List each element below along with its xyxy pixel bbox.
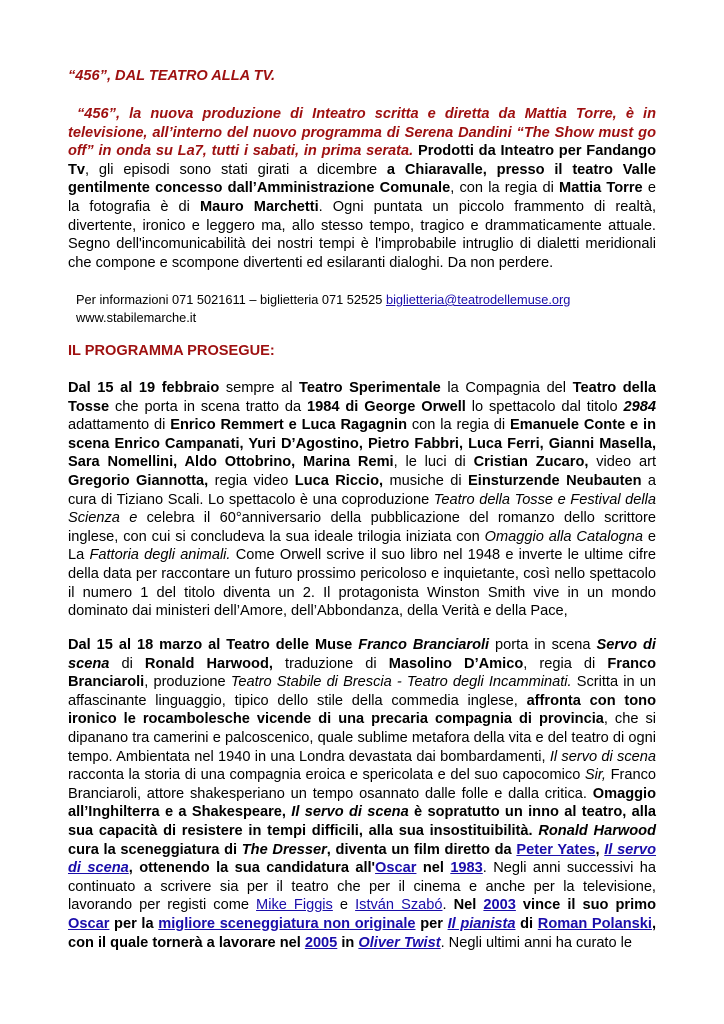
t: , che si dipanano tra camerini e palcoscenico, quale sublime metafora della vita e del teatro di ogni tempo. Ambientata nel 1940 in una Londra devastata dai bombardamenti,	[68, 711, 657, 765]
t: porta in scena	[489, 637, 597, 653]
document-title: “456”, DAL TEATRO ALLA TV.	[68, 68, 276, 84]
show-title-servo-3: Il servo di scena	[291, 804, 409, 821]
paragraph-servo-di-scena	[68, 636, 656, 952]
t: .	[442, 897, 454, 914]
t: nel	[416, 860, 451, 877]
website-line: www.stabilemarche.it	[76, 310, 197, 325]
t: Franco Branciaroli, attore shakesperiano un tempo osannato dalle folle e dalla critica.	[68, 767, 656, 802]
t: , con il quale tornerà a lavorare nel	[68, 915, 656, 951]
section-heading: IL PROGRAMMA PROSEGUE:	[68, 343, 275, 359]
link-2003[interactable]: 2003	[483, 897, 516, 914]
t: ,	[595, 841, 605, 858]
t: lo spettacolo dal titolo	[465, 398, 624, 415]
t: sempre al	[219, 380, 300, 396]
t: celebra il 60°anniversario della pubblicazione del romanzo dello scrittore inglese, con cui si concludeva la sua ideale trilogia iniziata con	[68, 510, 656, 545]
email-link[interactable]: biglietteria@teatrodellemuse.org	[385, 292, 571, 307]
link-il-pianista[interactable]: Il pianista	[447, 915, 516, 932]
link-oscar[interactable]: Oscar	[375, 860, 417, 877]
book-fattoria: Fattoria degli animali.	[89, 547, 231, 564]
intro-text: “456”, la nuova produzione di Inteatro scritta e diretta da Mattia Torre, è in televisione, all’interno del nuovo programma di Serena Dandini “The Show must go off” in onda su La7, tutti i sabati, in prima serata	[68, 106, 656, 160]
adapters: Enrico Remmert e Luca Ragagnin	[170, 417, 408, 434]
paragraph-2984	[68, 379, 656, 621]
t: , diventa un film diretto da	[326, 841, 517, 858]
t: , produzione	[144, 674, 231, 691]
link-oscar-2[interactable]: Oscar	[68, 915, 110, 932]
show-title-servo: Servo di scena	[68, 637, 656, 672]
t: . Negli ultimi anni ha curato le	[440, 934, 633, 951]
t: vince il suo primo	[515, 897, 657, 914]
lights-credit: Cristian Zucaro,	[473, 454, 589, 471]
t: Scritta in un affascinante linguaggio, tipico dello stile della commedia inglese,	[68, 674, 656, 709]
t: traduzione di	[272, 655, 389, 672]
t: , le luci di	[393, 454, 474, 471]
t: di	[515, 915, 538, 932]
t: regia video	[208, 472, 295, 489]
show-title-servo-2: Il servo di scena	[549, 748, 656, 765]
t: Come Orwell scrive il suo libro nel 1948 e inverte le ultime cifre della data per raccontare un futuro prossimo pericoloso e inquietante, così nello spettacolo il numero 1 del titolo diventa un 2. Il protagonista Winston Smith vive in un mondo dominato dai ministeri dell’Amore, dell’Abbondanza, della Verità e della Pace,	[68, 547, 656, 620]
t: video art	[588, 454, 656, 471]
author-harwood-2: Ronald Harwood	[538, 822, 656, 839]
link-oliver-twist[interactable]: Oliver Twist	[358, 934, 441, 951]
link-istvan-szabo[interactable]: István Szabó	[355, 897, 443, 914]
photography-prefix: e la fotografia è di	[68, 180, 656, 215]
music-credit: Einsturzende Neubauten	[468, 472, 642, 489]
company-tosse: Teatro della Tosse	[68, 380, 656, 415]
producer-text: Prodotti da Inteatro per Fandango Tv	[68, 143, 657, 178]
homage-text: Omaggio all’Inghilterra e a Shakespeare,	[68, 785, 656, 821]
t: e La	[68, 528, 656, 564]
source-orwell: 1984 di George Orwell	[307, 398, 466, 415]
book-catalogna: Omaggio alla Catalogna	[484, 528, 643, 545]
sir-title: Sir,	[584, 767, 606, 784]
t: cura la sceneggiatura di	[68, 841, 242, 858]
link-il-servo-di-scena[interactable]: Il servo di scena	[68, 841, 657, 877]
actor-branciaroli: Franco Branciaroli	[358, 637, 490, 653]
director-prefix: , con la regia di	[450, 180, 560, 197]
video-director-credit: Luca Riccio,	[294, 472, 384, 489]
link-migliore-sceneggiatura[interactable]: migliore sceneggiatura non originale	[158, 915, 416, 932]
t: per la	[109, 915, 159, 932]
t: a cura di Tiziano Scali. Lo spettacolo è una coproduzione	[68, 472, 657, 508]
dates-febbraio: Dal 15 al 19 febbraio	[68, 380, 220, 396]
link-mike-figgis[interactable]: Mike Figgis	[256, 897, 333, 914]
director-branciaroli: Franco Branciaroli	[68, 655, 657, 691]
t: per	[415, 915, 448, 932]
t: che porta in scena tratto da	[109, 398, 307, 415]
t: con la regia di	[407, 417, 511, 434]
coproduction: Teatro della Tosse e Festival della Scienza e	[68, 491, 656, 527]
link-1983[interactable]: 1983	[450, 860, 483, 877]
venue-sperimentale: Teatro Sperimentale	[299, 380, 441, 396]
t: la Compagnia del	[440, 380, 573, 396]
intro-dot: .	[409, 143, 414, 160]
plot-summary: affronta con tono ironico le rocambolesche vicende di una precaria compagnia di provincia	[68, 692, 656, 728]
link-roman-polanski[interactable]: Roman Polanski	[537, 915, 652, 932]
show-title-2984: 2984	[623, 398, 656, 415]
t: in	[337, 934, 359, 951]
director-name: Mattia Torre	[559, 180, 643, 197]
link-2005[interactable]: 2005	[304, 934, 338, 951]
t: musiche di	[383, 472, 469, 489]
author-harwood: Ronald Harwood,	[144, 655, 273, 672]
t: racconta la storia di una compagnia eroica e spericolata e del suo capocomico	[68, 767, 585, 784]
link-peter-yates[interactable]: Peter Yates	[516, 841, 596, 858]
location-text: a Chiaravalle, presso il teatro Valle gentilmente concesso dall’Amministrazione Comunale	[68, 161, 656, 197]
episodes-text: , gli episodi sono stati girati a dicembre	[85, 161, 387, 178]
t: e	[332, 897, 356, 914]
t: , regia di	[523, 655, 608, 672]
t: adattamento di	[68, 417, 171, 434]
t: . Negli anni successivi ha continuato a scrivere sia per il teatro che per il cinema e anche per la televisione, lavorando per registi come	[68, 860, 656, 914]
translator: Masolino D’Amico	[388, 655, 524, 672]
description-text: . Ogni puntata un piccolo frammento di realtà, divertente, ironico e leggero ma, allo stesso tempo, tragico e drammaticamente attuale. Segno dell'incomunicabilità dei nostri tempi è l'improbabile intruglio di dialetti meridionali che compone e scompone divertenti ed esilaranti dialoghi. Da non perdere.	[68, 198, 656, 271]
photographer-name: Mauro Marchetti	[199, 198, 319, 215]
contact-info-line	[76, 290, 570, 309]
hymn-text: è sopratutto un inno al teatro, alla sua capacità di resistere in tempi difficili, alla sua insostituibilità.	[68, 804, 656, 839]
t: , ottenendo la sua candidatura all'	[128, 860, 376, 877]
cast-list: Emanuele Conte e in scena Enrico Campanati, Yuri D’Agostino, Pietro Fabbri, Luca Ferri, Gianni Masella, Sara Nomellini, Aldo Ottobrino, Marina Remi	[68, 417, 656, 471]
contact-phones: Per informazioni 071 5021611 – biglietteria 071 52525	[76, 292, 386, 307]
t: di	[109, 655, 145, 672]
production-company: Teatro Stabile di Brescia - Teatro degli Incamminati.	[230, 674, 572, 691]
film-the-dresser: The Dresser	[241, 841, 327, 858]
video-art-credit: Gregorio Giannotta,	[68, 472, 209, 489]
paragraph-456	[68, 105, 656, 272]
dates-marzo: Dal 15 al 18 marzo al Teatro delle Muse	[68, 637, 353, 653]
t: Nel	[453, 897, 484, 914]
